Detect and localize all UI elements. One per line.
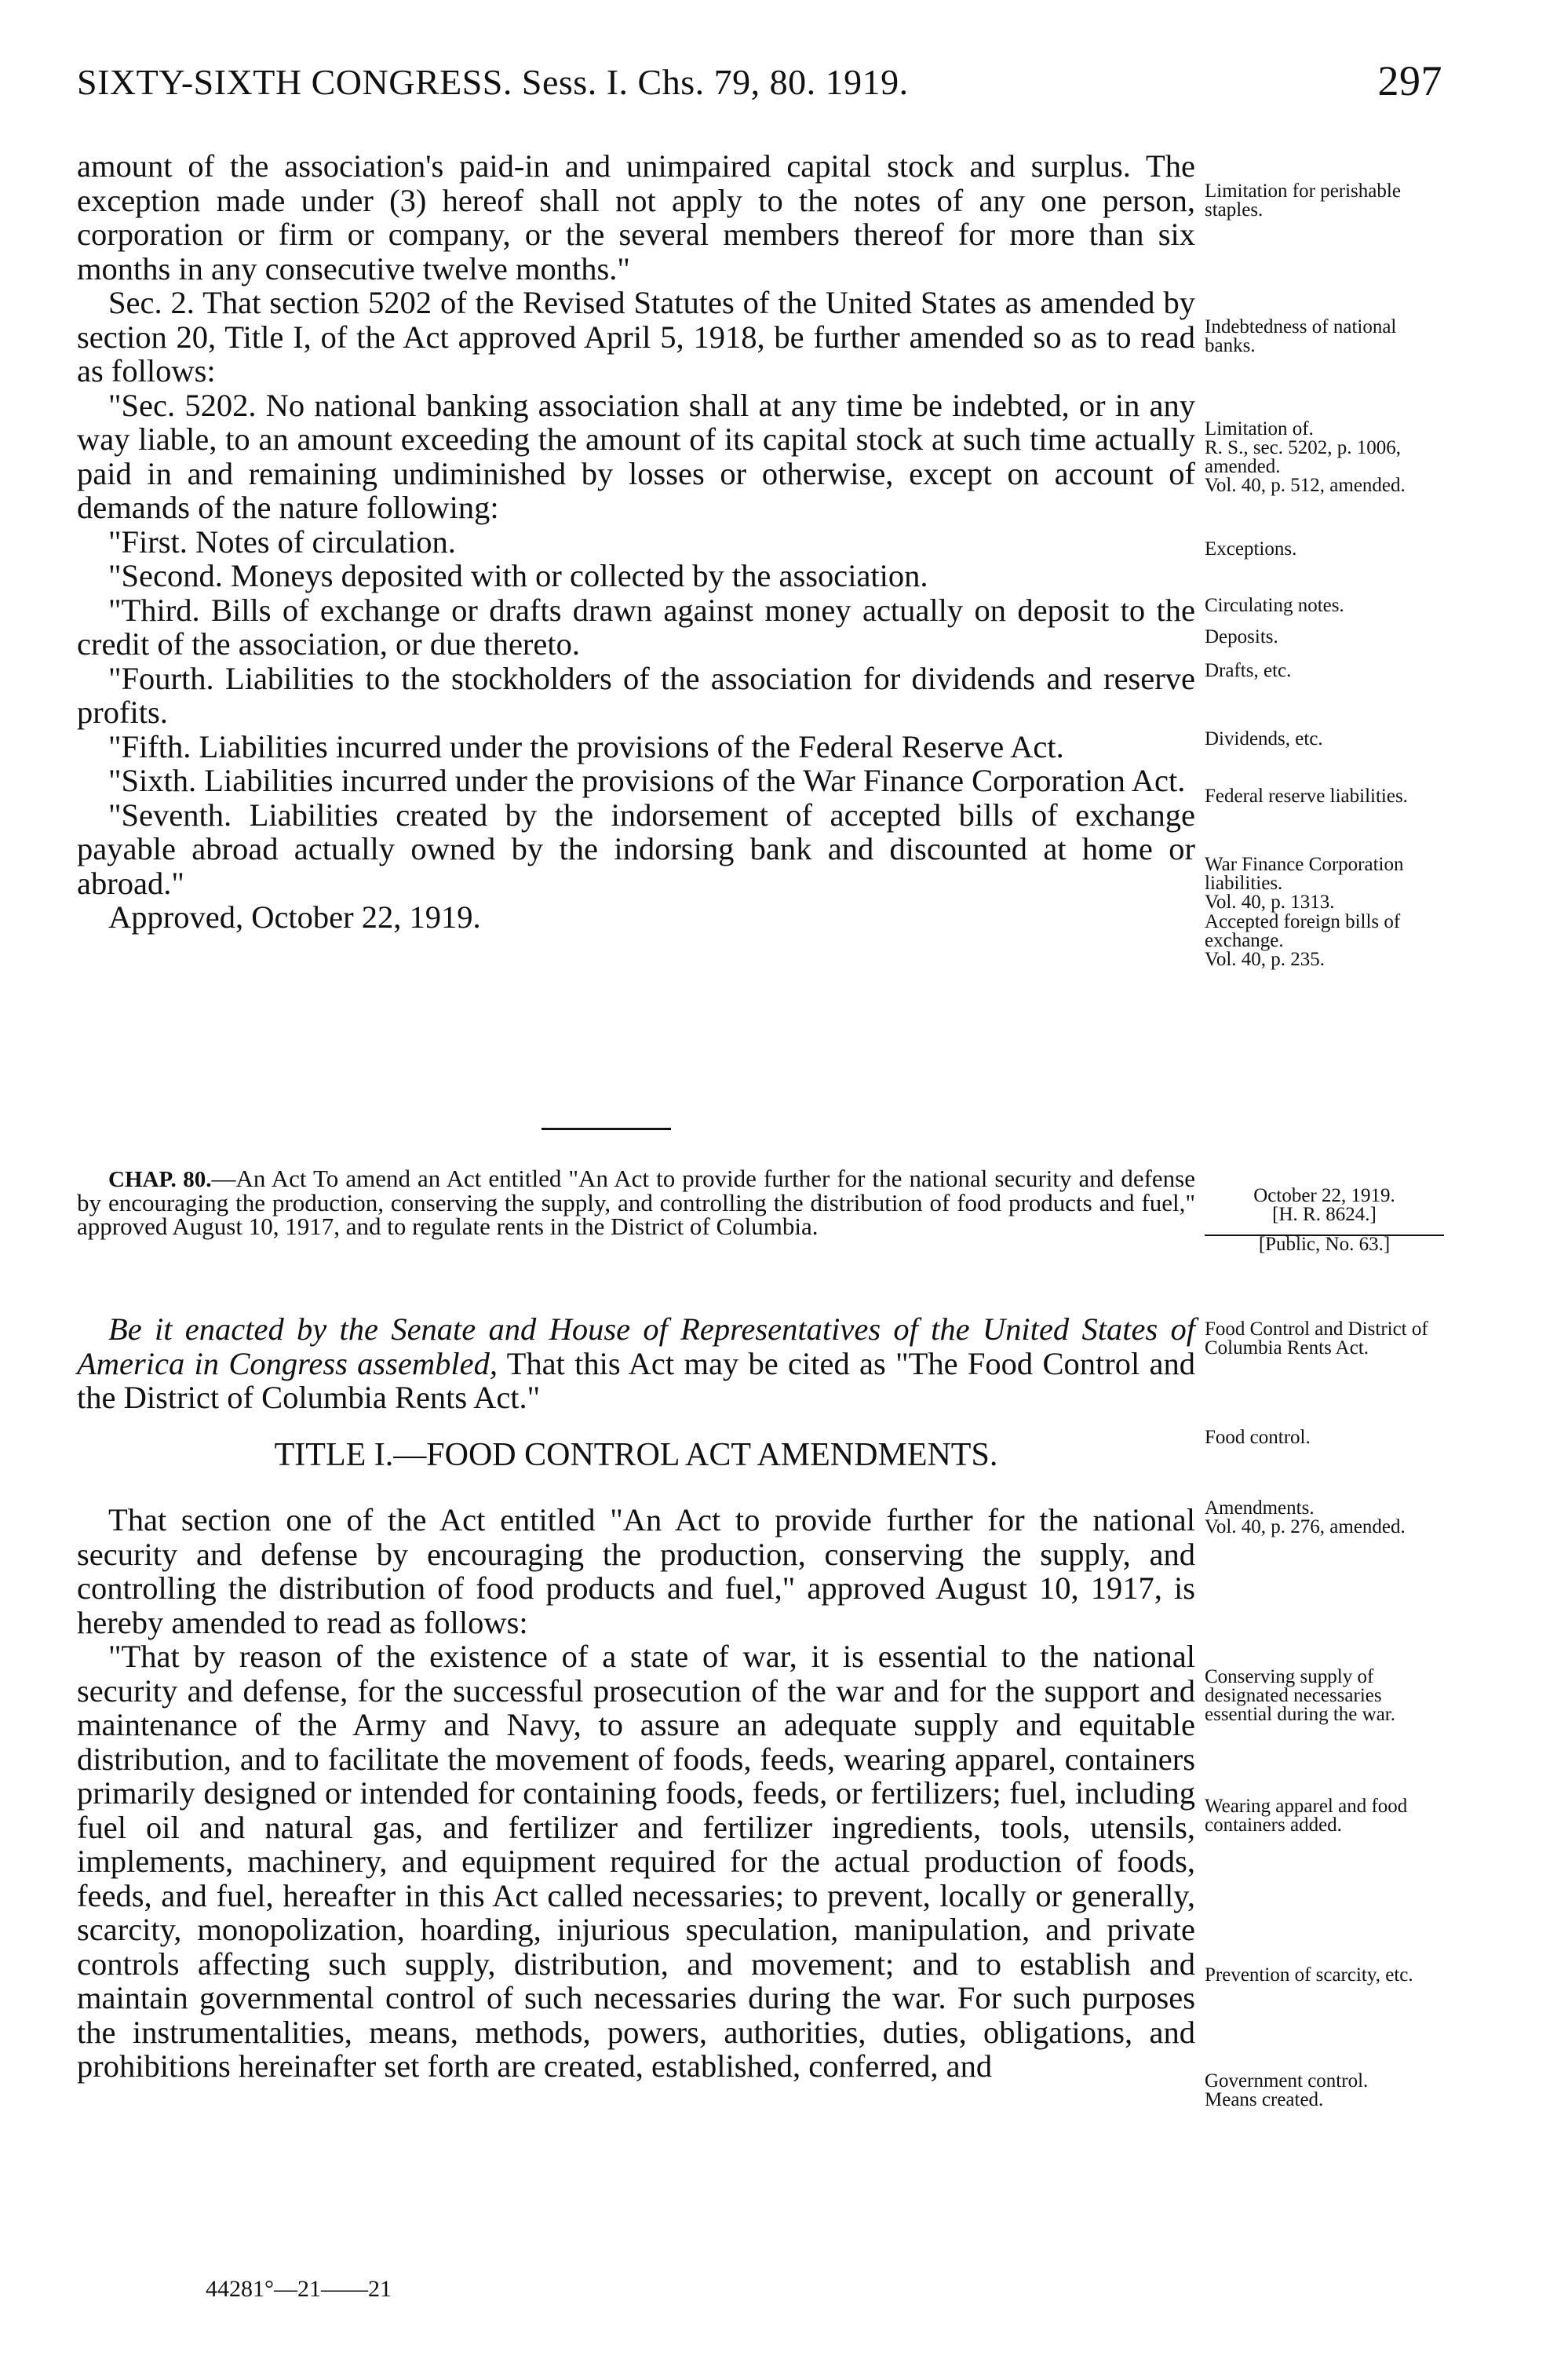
margin-note-accepted-bills-citation: Vol. 40, p. 235. (1205, 949, 1326, 970)
paragraph-section-one: That section one of the Act entitled "An Act to provide further for the national security and defense by encouraging the production, conserving the supply, and controlling the distribution of food products and fuel," approved August 10, 1917, is hereby amended to read as follows: (77, 1502, 1195, 1640)
margin-note-indebtedness: Indebtedness of national banks. (1205, 316, 1397, 356)
margin-note-federal-reserve: Federal reserve liabilities. (1205, 786, 1408, 807)
chapter-heading: CHAP. 80. (108, 1167, 212, 1192)
chapter-80-summary (77, 1167, 1195, 1238)
margin-note-limitation-of (1205, 420, 1444, 495)
margin-note-prevention: Prevention of scarcity, etc. (1205, 1964, 1413, 1986)
paragraph-capital-stock: amount of the association's paid-in and unimpaired capital stock and surplus. The exception made under (3) hereof shall not apply to the notes of any one person, corporation or firm or company, or the several members thereof for more than six months in any consecutive twelve months." (77, 148, 1195, 286)
margin-note-government-control (1205, 2072, 1444, 2110)
margin-note-wearing-apparel: Wearing apparel and food containers added. (1205, 1796, 1408, 1836)
margin-note-circulating: Circulating notes. (1205, 595, 1344, 616)
margin-note-amendments-title: Amendments. (1205, 1497, 1315, 1519)
margin-note-amendments-citation: Vol. 40, p. 276, amended. (1205, 1516, 1406, 1537)
margin-note-public-number: [Public, No. 63.] (1258, 1234, 1391, 1255)
margin-note-date (1205, 1187, 1444, 1254)
enacting-italic: Be it enacted by the Senate and House of Representatives of the United States of America in Congress assembled, (77, 1311, 1195, 1381)
paragraph-sixth: "Sixth. Liabilities incurred under the provisions of the War Finance Corporation Act. (108, 763, 1186, 798)
margin-note-exceptions: Exceptions. (1205, 538, 1297, 560)
margin-note-vol-citation: Vol. 40, p. 512, amended. (1205, 475, 1406, 496)
print-code: 44281°—21——21 (206, 2276, 392, 2302)
enacting-rest: That this Act may be cited as "The Food Control and the District of Columbia Rents Act." (77, 1345, 1196, 1415)
margin-divider (1205, 1235, 1444, 1236)
page-number: 297 (1377, 57, 1442, 104)
section-divider (542, 1128, 671, 1130)
margin-note-government-control-title: Government control. (1205, 2070, 1369, 2092)
margin-note-food-control: Food control. (1205, 1427, 1311, 1448)
margin-note-war-finance-citation: Vol. 40, p. 1313. (1205, 892, 1335, 913)
paragraph-second: "Second. Moneys deposited with or collected by the association. (108, 558, 928, 593)
margin-note-deposits: Deposits. (1205, 626, 1278, 647)
running-head (77, 57, 1442, 108)
paragraph-third: "Third. Bills of exchange or drafts drawn against money actually on deposit to the credit of the association, or due thereto. (77, 592, 1195, 662)
margin-note-war-finance-title: War Finance Corporation liabilities. (1205, 854, 1404, 894)
margin-note-accepted-bills (1205, 913, 1444, 969)
margin-note-means-created: Means created. (1205, 2089, 1324, 2110)
running-head-title: SIXTY-SIXTH CONGRESS. Sess. I. Chs. 79, 80. 1919. (77, 62, 909, 102)
margin-note-short-title: Food Control and District of Columbia Rents Act. (1205, 1318, 1428, 1359)
margin-note-war-finance (1205, 855, 1444, 912)
margin-note-conserving: Conserving supply of designated necessaries essential during the war. (1205, 1666, 1395, 1725)
margin-note-drafts: Drafts, etc. (1205, 660, 1292, 681)
margin-note-dividends: Dividends, etc. (1205, 728, 1323, 749)
paragraph-fourth: "Fourth. Liabilities to the stockholders of the association for dividends and reserve profits. (77, 660, 1195, 730)
margin-note-amendments (1205, 1499, 1444, 1537)
approval-line: Approved, October 22, 1919. (108, 899, 481, 935)
margin-note-accepted-bills-title: Accepted foreign bills of exchange. (1205, 911, 1401, 951)
margin-note-limitation-of-title: Limitation of. (1205, 418, 1314, 439)
margin-note-date-line: October 22, 1919. (1253, 1185, 1395, 1206)
title-i-body (77, 1503, 1195, 2084)
chapter-summary: —An Act To amend an Act entitled "An Act to provide further for the national security and defense by encouraging the production, conserving the supply, and controlling the distribution of food products and fuel," approved August 10, 1917, and to regulate rents in the District of Columbia. (77, 1165, 1195, 1240)
paragraph-sec-5202: "Sec. 5202. No national banking association shall at any time be indebted, or in any way liable, to an amount exceeding the amount of its capital stock at such time actually paid in and remaining undiminished by losses or otherwise, except on account of demands of the nature following: (77, 387, 1195, 525)
title-heading: TITLE I.—FOOD CONTROL ACT AMENDMENTS. (274, 1437, 998, 1473)
margin-note-rs-citation: R. S., sec. 5202, p. 1006, amended. (1205, 437, 1401, 477)
paragraph-first: "First. Notes of circulation. (108, 523, 456, 560)
paragraph-state-of-war: "That by reason of the existence of a state of war, it is essential to the national security and defense, for the successful prosecution of the war and for the support and maintenance of the Army and Navy, to assure an adequate supply and equitable distribution, and to facilitate the movement of foods, feeds, wearing apparel, containers primarily designed or intended for containing foods, feeds, or fertilizers; fuel, including fuel oil and natural gas, and fertilizer and fertilizer ingredients, tools, utensils, implements, machinery, and equipment required for the actual production of foods, feeds, and fuel, hereafter in this Act called necessaries; to prevent, locally or generally, scarcity, monopolization, hoarding, injurious speculation, manipulation, and private controls affecting such supply, distribution, and movement; and to establish and maintain governmental control of such necessaries during the war. For such purposes the instrumentalities, means, methods, powers, authorities, duties, obligations, and prohibitions hereinafter set forth are created, established, conferred, and (77, 1639, 1195, 2084)
enacting-clause (77, 1312, 1195, 1415)
paragraph-sec-2: Sec. 2. That section 5202 of the Revised Statutes of the United States as amended by section 20, Title I, of the Act approved April 5, 1918, be further amended so as to read as follows: (77, 285, 1195, 388)
paragraph-seventh: "Seventh. Liabilities created by the indorsement of accepted bills of exchange payable abroad actually owned by the indorsing bank and discounted at home or abroad." (77, 797, 1195, 901)
margin-note-limitation: Limitation for perishable staples. (1205, 181, 1401, 221)
paragraph-fifth: "Fifth. Liabilities incurred under the provisions of the Federal Reserve Act. (108, 728, 1064, 764)
margin-note-bill-number: [H. R. 8624.] (1272, 1204, 1377, 1225)
chapter-79-body (77, 149, 1195, 935)
